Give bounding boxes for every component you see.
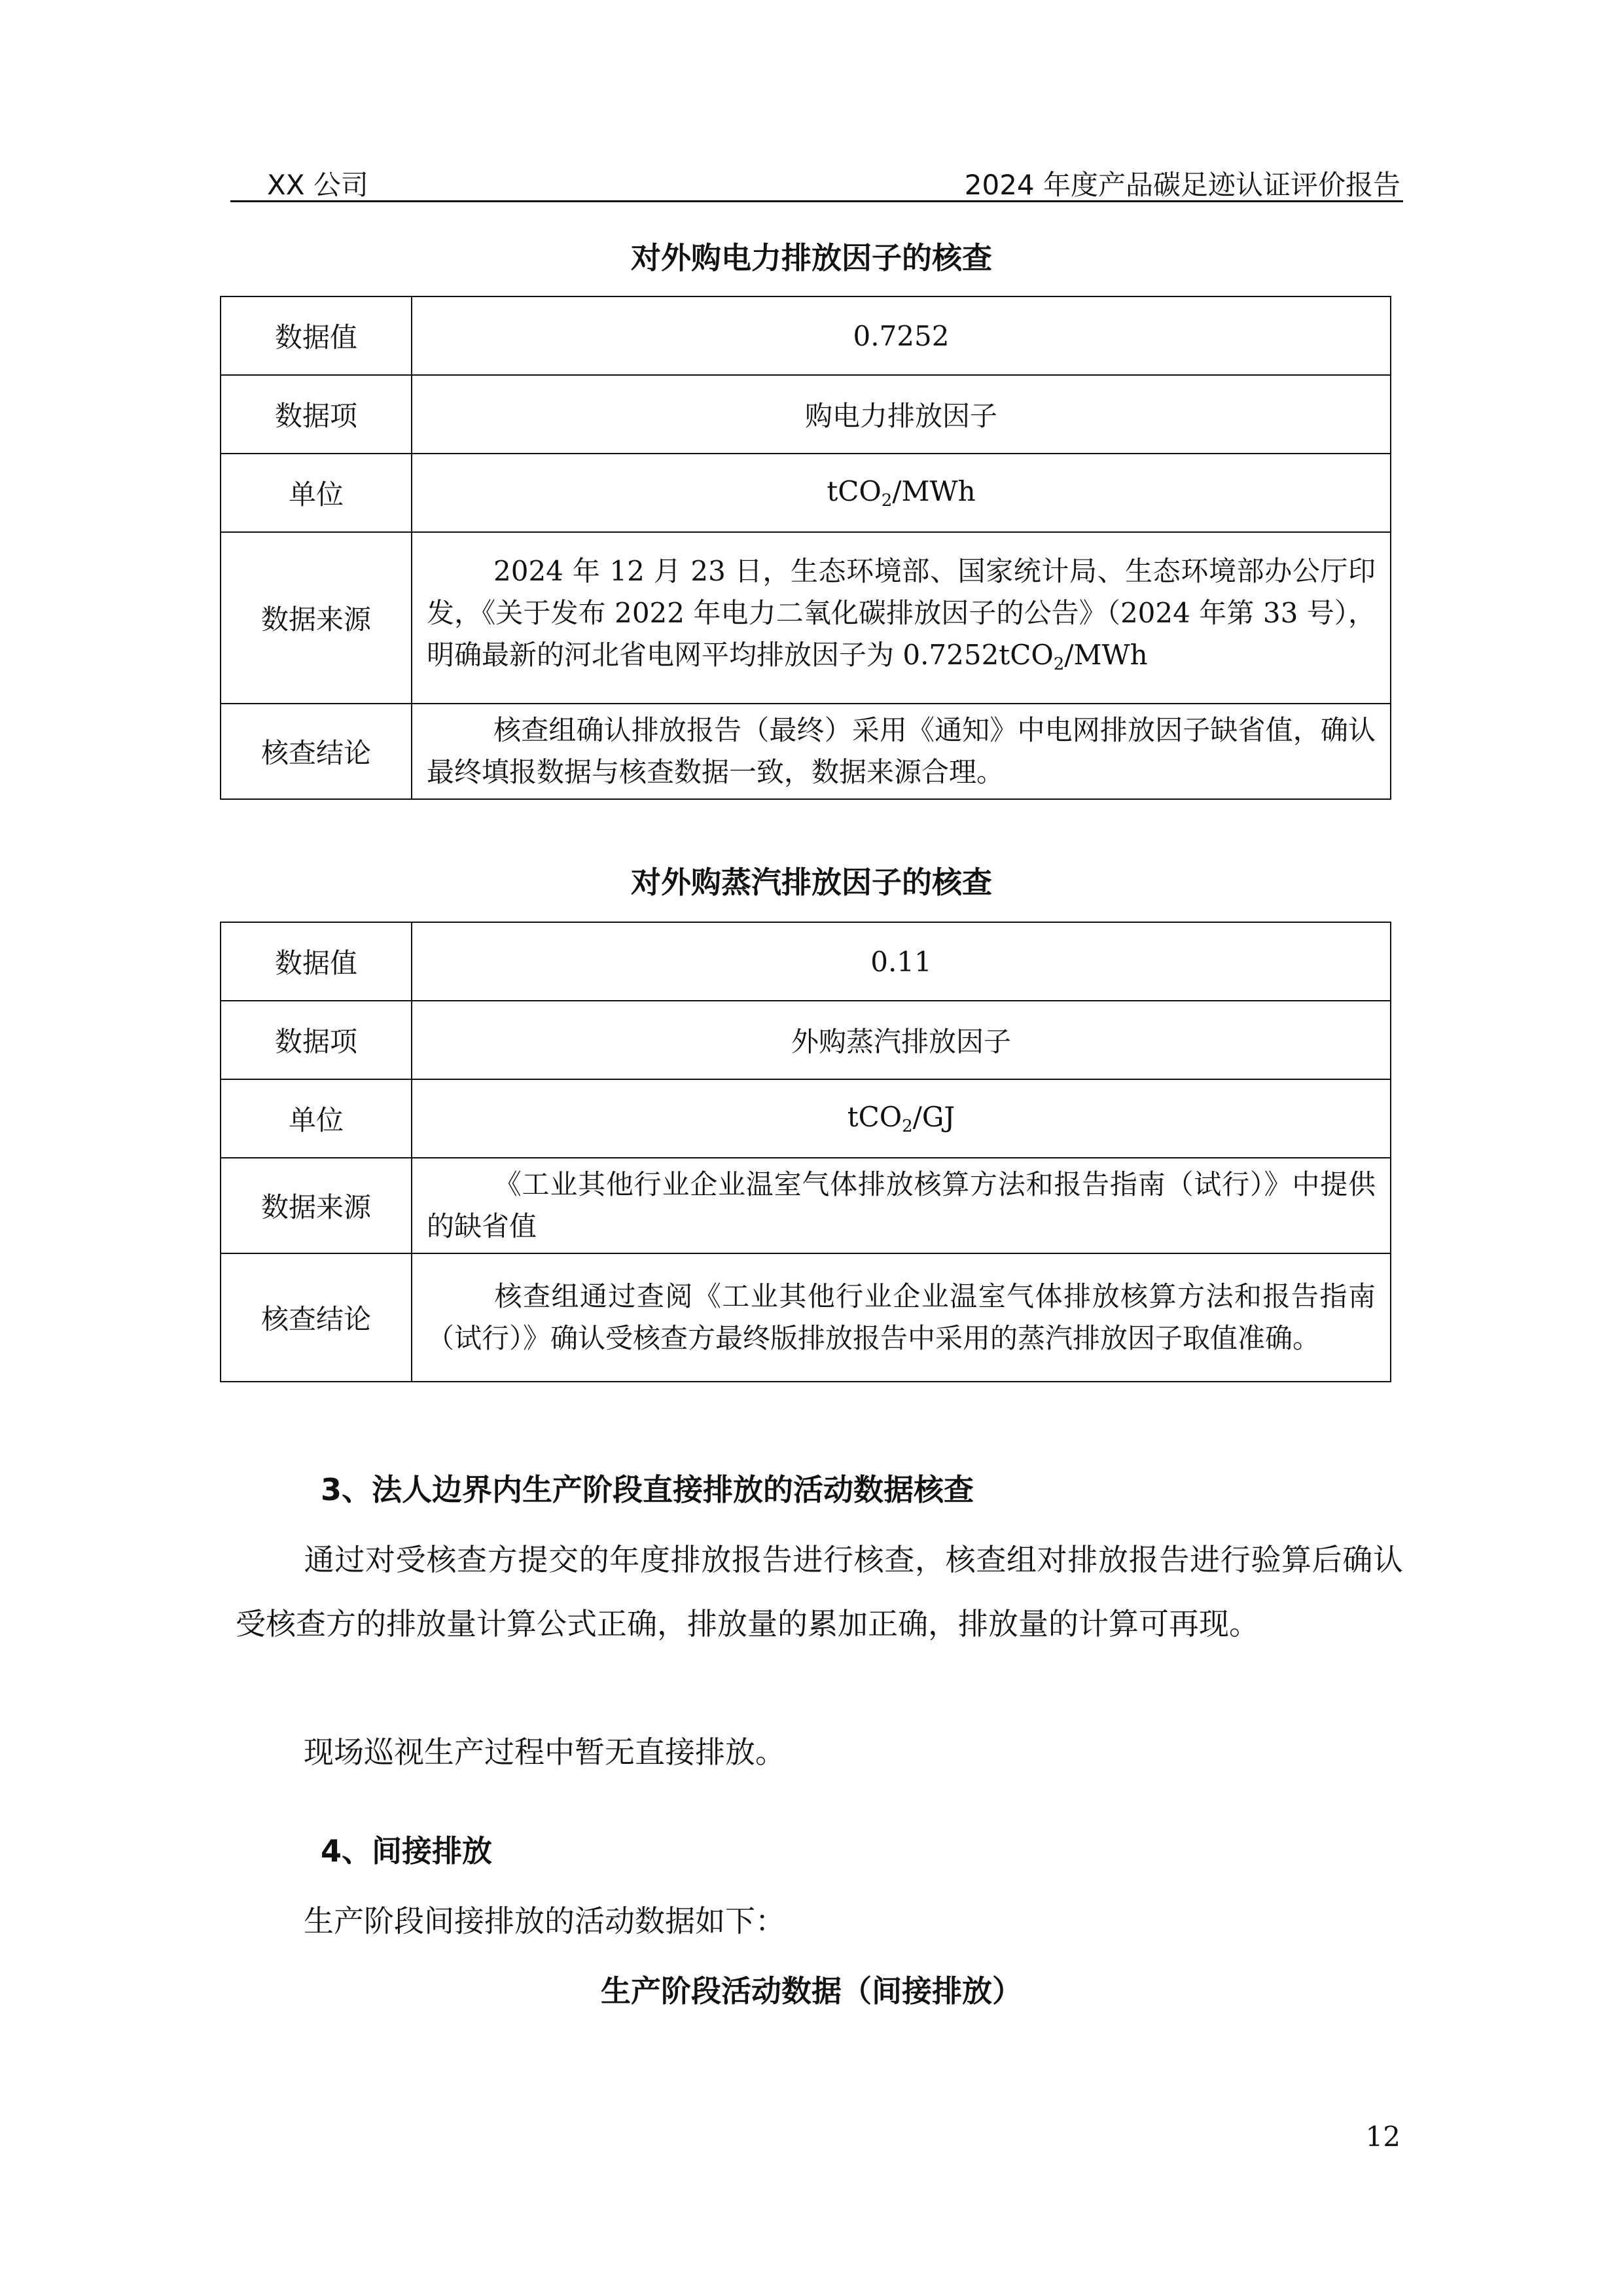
table-row bbox=[221, 454, 1391, 532]
table-row bbox=[221, 1079, 1391, 1158]
row-value: 《工业其他行业企业温室气体排放核算方法和报告指南（试行）》中提供的缺省值 bbox=[412, 1158, 1391, 1253]
row-label: 单位 bbox=[221, 1079, 412, 1158]
electricity-table-caption: 对外购电力排放因子的核查 bbox=[631, 240, 992, 276]
row-label: 核查结论 bbox=[221, 704, 412, 799]
section-4-title: 4、间接排放 bbox=[321, 1833, 493, 1869]
row-value: 0.11 bbox=[412, 922, 1391, 1001]
section-3-paragraph-2: 现场巡视生产过程中暂无直接排放。 bbox=[304, 1734, 785, 1770]
row-value: 2024 年 12 月 23 日，生态环境部、国家统计局、生态环境部办公厅印发，《关于发布 2022 年电力二氧化碳排放因子的公告》（2024 年第 33 号），明确最新的河北省电网平均排放因子为 0.7252tCO$_2$/MWh bbox=[412, 532, 1391, 704]
activity-data-table-caption: 生产阶段活动数据（间接排放） bbox=[601, 1973, 1022, 2009]
row-value: 核查组通过查阅《工业其他行业企业温室气体排放核算方法和报告指南（试行）》确认受核查方最终版排放报告中采用的蒸汽排放因子取值准确。 bbox=[412, 1253, 1391, 1382]
page-number: 12 bbox=[1365, 2121, 1400, 2153]
table-row bbox=[221, 375, 1391, 454]
table-row bbox=[221, 1001, 1391, 1079]
row-value: tCO$_2$/MWh bbox=[412, 454, 1391, 532]
section-4-paragraph: 生产阶段间接排放的活动数据如下： bbox=[304, 1903, 785, 1939]
row-label: 数据值 bbox=[221, 296, 412, 375]
table-row bbox=[221, 1158, 1391, 1253]
table-row bbox=[221, 922, 1391, 1001]
row-label: 核查结论 bbox=[221, 1253, 412, 1382]
row-value: tCO$_2$/GJ bbox=[412, 1079, 1391, 1158]
row-label: 数据项 bbox=[221, 1001, 412, 1079]
row-value: 购电力排放因子 bbox=[412, 375, 1391, 454]
steam-table-caption: 对外购蒸汽排放因子的核查 bbox=[631, 865, 992, 900]
table-row bbox=[221, 704, 1391, 799]
row-value: 0.7252 bbox=[412, 296, 1391, 375]
row-label: 数据项 bbox=[221, 375, 412, 454]
header-company: XX 公司 bbox=[267, 169, 368, 201]
table-row bbox=[221, 532, 1391, 704]
table-row bbox=[221, 1253, 1391, 1382]
section-3-paragraph-1: 通过对受核查方提交的年度排放报告进行核查，核查组对排放报告进行验算后确认受核查方的排放量计算公式正确，排放量的累加正确，排放量的计算可再现。 bbox=[236, 1542, 1403, 1641]
section-3-title: 3、法人边界内生产阶段直接排放的活动数据核查 bbox=[321, 1472, 974, 1507]
table-row bbox=[221, 296, 1391, 375]
row-label: 单位 bbox=[221, 454, 412, 532]
electricity-factor-table bbox=[220, 296, 1391, 800]
header-report-title: 2024 年度产品碳足迹认证评价报告 bbox=[964, 169, 1400, 201]
row-label: 数据来源 bbox=[221, 1158, 412, 1253]
steam-factor-table bbox=[220, 922, 1391, 1382]
header-divider bbox=[230, 200, 1403, 202]
row-label: 数据值 bbox=[221, 922, 412, 1001]
row-label: 数据来源 bbox=[221, 532, 412, 704]
row-value: 核查组确认排放报告（最终）采用《通知》中电网排放因子缺省值，确认最终填报数据与核查数据一致，数据来源合理。 bbox=[412, 704, 1391, 799]
row-value: 外购蒸汽排放因子 bbox=[412, 1001, 1391, 1079]
